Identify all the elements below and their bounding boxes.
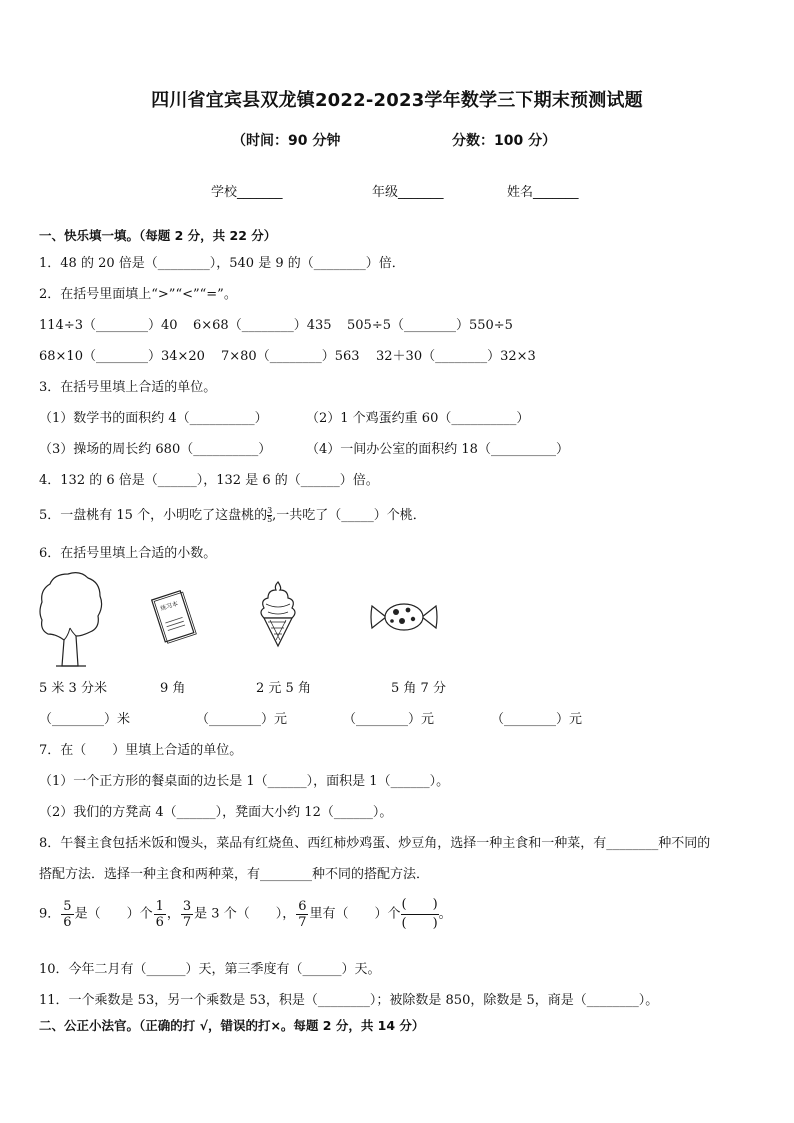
q3-item: （1）数学书的面积约 4（__________） xyxy=(39,411,268,426)
q9-fraction xyxy=(181,900,193,929)
q6-label: 5 角 7 分 xyxy=(391,681,446,696)
exam-score: 分数：100 分） xyxy=(452,133,557,149)
notebook-icon xyxy=(150,588,198,646)
school-field: 学校_______ xyxy=(211,185,283,200)
question-5 xyxy=(39,504,426,524)
q6-answer: （________）元 xyxy=(343,712,435,727)
q2-item: 32＋30（________）32×3 xyxy=(376,349,536,364)
question-1: 1．48 的 20 倍是（________），540 是 9 的（________）倍． xyxy=(39,256,405,271)
q3-item: （3）操场的周长约 680（__________） xyxy=(39,442,272,457)
q3-item: （4）一间办公室的面积约 18（__________） xyxy=(306,442,569,457)
q9-fraction xyxy=(154,900,166,929)
question-7: 7．在（ ）里填上合适的单位。 xyxy=(39,743,243,758)
page-title: 四川省宜宾县双龙镇2022-2023学年数学三下期末预测试题 xyxy=(151,90,643,111)
q9-numerator: 5 xyxy=(63,898,72,914)
q6-answer: （________）元 xyxy=(196,712,288,727)
q9-text: 是 3 个（ ）， xyxy=(194,906,296,922)
name-field: 姓名_______ xyxy=(507,185,579,200)
q9-text: 。 xyxy=(438,906,452,922)
q3-item: （2）1 个鸡蛋约重 60（__________） xyxy=(306,411,530,426)
q6-answer: （________）米 xyxy=(39,712,131,727)
question-9 xyxy=(39,898,452,930)
q7-item: （2）我们的方凳高 4（______），凳面大小约 12（______）。 xyxy=(39,805,393,820)
q6-label: 5 米 3 分米 xyxy=(39,681,107,696)
q2-item: 68×10（________）34×20 xyxy=(39,349,205,364)
exam-time: （时间：90 分钟 xyxy=(232,133,341,149)
q9-text: ， xyxy=(166,906,180,922)
question-11: 11．一个乘数是 53，另一个乘数是 53，积是（________）；被除数是 850，除数是 5，商是（________）。 xyxy=(39,993,659,1008)
q9-denominator: ( ) xyxy=(401,915,438,931)
question-2: 2．在括号里面填上“>”“<”“=”。 xyxy=(39,287,237,302)
q2-item: 114÷3（________）40 xyxy=(39,318,178,333)
q9-denominator: 7 xyxy=(298,914,307,930)
q6-answer: （________）元 xyxy=(491,712,583,727)
q9-numerator: 1 xyxy=(155,898,164,914)
question-4: 4．132 的 6 倍是（______），132 是 6 的（______）倍。 xyxy=(39,473,379,488)
q9-fraction xyxy=(61,900,73,929)
notebook-label: 练习本 xyxy=(159,600,179,613)
question-8-line1: 8．午餐主食包括米饭和馒头，菜品有红烧鱼、西红柿炒鸡蛋、炒豆角，选择一种主食和一种菜，有________种不同的 xyxy=(39,836,711,851)
tree-icon xyxy=(38,570,104,668)
q2-item: 6×68（________）435 xyxy=(193,318,332,333)
q9-numerator: 6 xyxy=(298,898,307,914)
q6-label: 9 角 xyxy=(160,681,186,696)
ice-cream-icon xyxy=(258,580,298,648)
q5-text-post: ,一共吃了（_____）个桃． xyxy=(272,508,426,523)
q2-item: 505÷5（________）550÷5 xyxy=(347,318,513,333)
q9-numerator: 3 xyxy=(182,898,192,914)
q9-denominator: 6 xyxy=(155,914,164,930)
candy-icon xyxy=(368,600,440,634)
q6-label: 2 元 5 角 xyxy=(256,681,311,696)
question-3: 3．在括号里填上合适的单位。 xyxy=(39,380,217,395)
q2-item: 7×80（________）563 xyxy=(221,349,360,364)
q5-numerator: 3 xyxy=(267,506,273,515)
q9-lead: 9． xyxy=(39,906,61,922)
q9-text: 里有（ ）个 xyxy=(309,906,401,922)
question-8-line2: 搭配方法．选择一种主食和两种菜，有________种不同的搭配方法． xyxy=(39,867,430,882)
q9-text: 是（ ）个 xyxy=(74,906,153,922)
q5-text-pre: 5．一盘桃有 15 个，小明吃了这盘桃的 xyxy=(39,508,268,523)
section1-title: 一、快乐填一填。（每题 2 分，共 22 分） xyxy=(39,228,277,243)
question-10: 10．今年二月有（______）天，第三季度有（______）天。 xyxy=(39,962,381,977)
q9-blank-fraction xyxy=(401,898,439,930)
question-6: 6．在括号里填上合适的小数。 xyxy=(39,546,217,561)
q7-item: （1）一个正方形的餐桌面的边长是 1（______），面积是 1（______）。 xyxy=(39,774,450,789)
q9-numerator: ( ) xyxy=(401,898,439,915)
q9-denominator: 6 xyxy=(63,914,72,930)
q9-denominator: 7 xyxy=(182,914,192,930)
grade-field: 年级_______ xyxy=(372,185,444,200)
q9-fraction xyxy=(296,900,308,929)
section2-title: 二、公正小法官。（正确的打 √，错误的打×。每题 2 分，共 14 分） xyxy=(39,1018,425,1033)
q5-denominator: 5 xyxy=(267,515,273,524)
